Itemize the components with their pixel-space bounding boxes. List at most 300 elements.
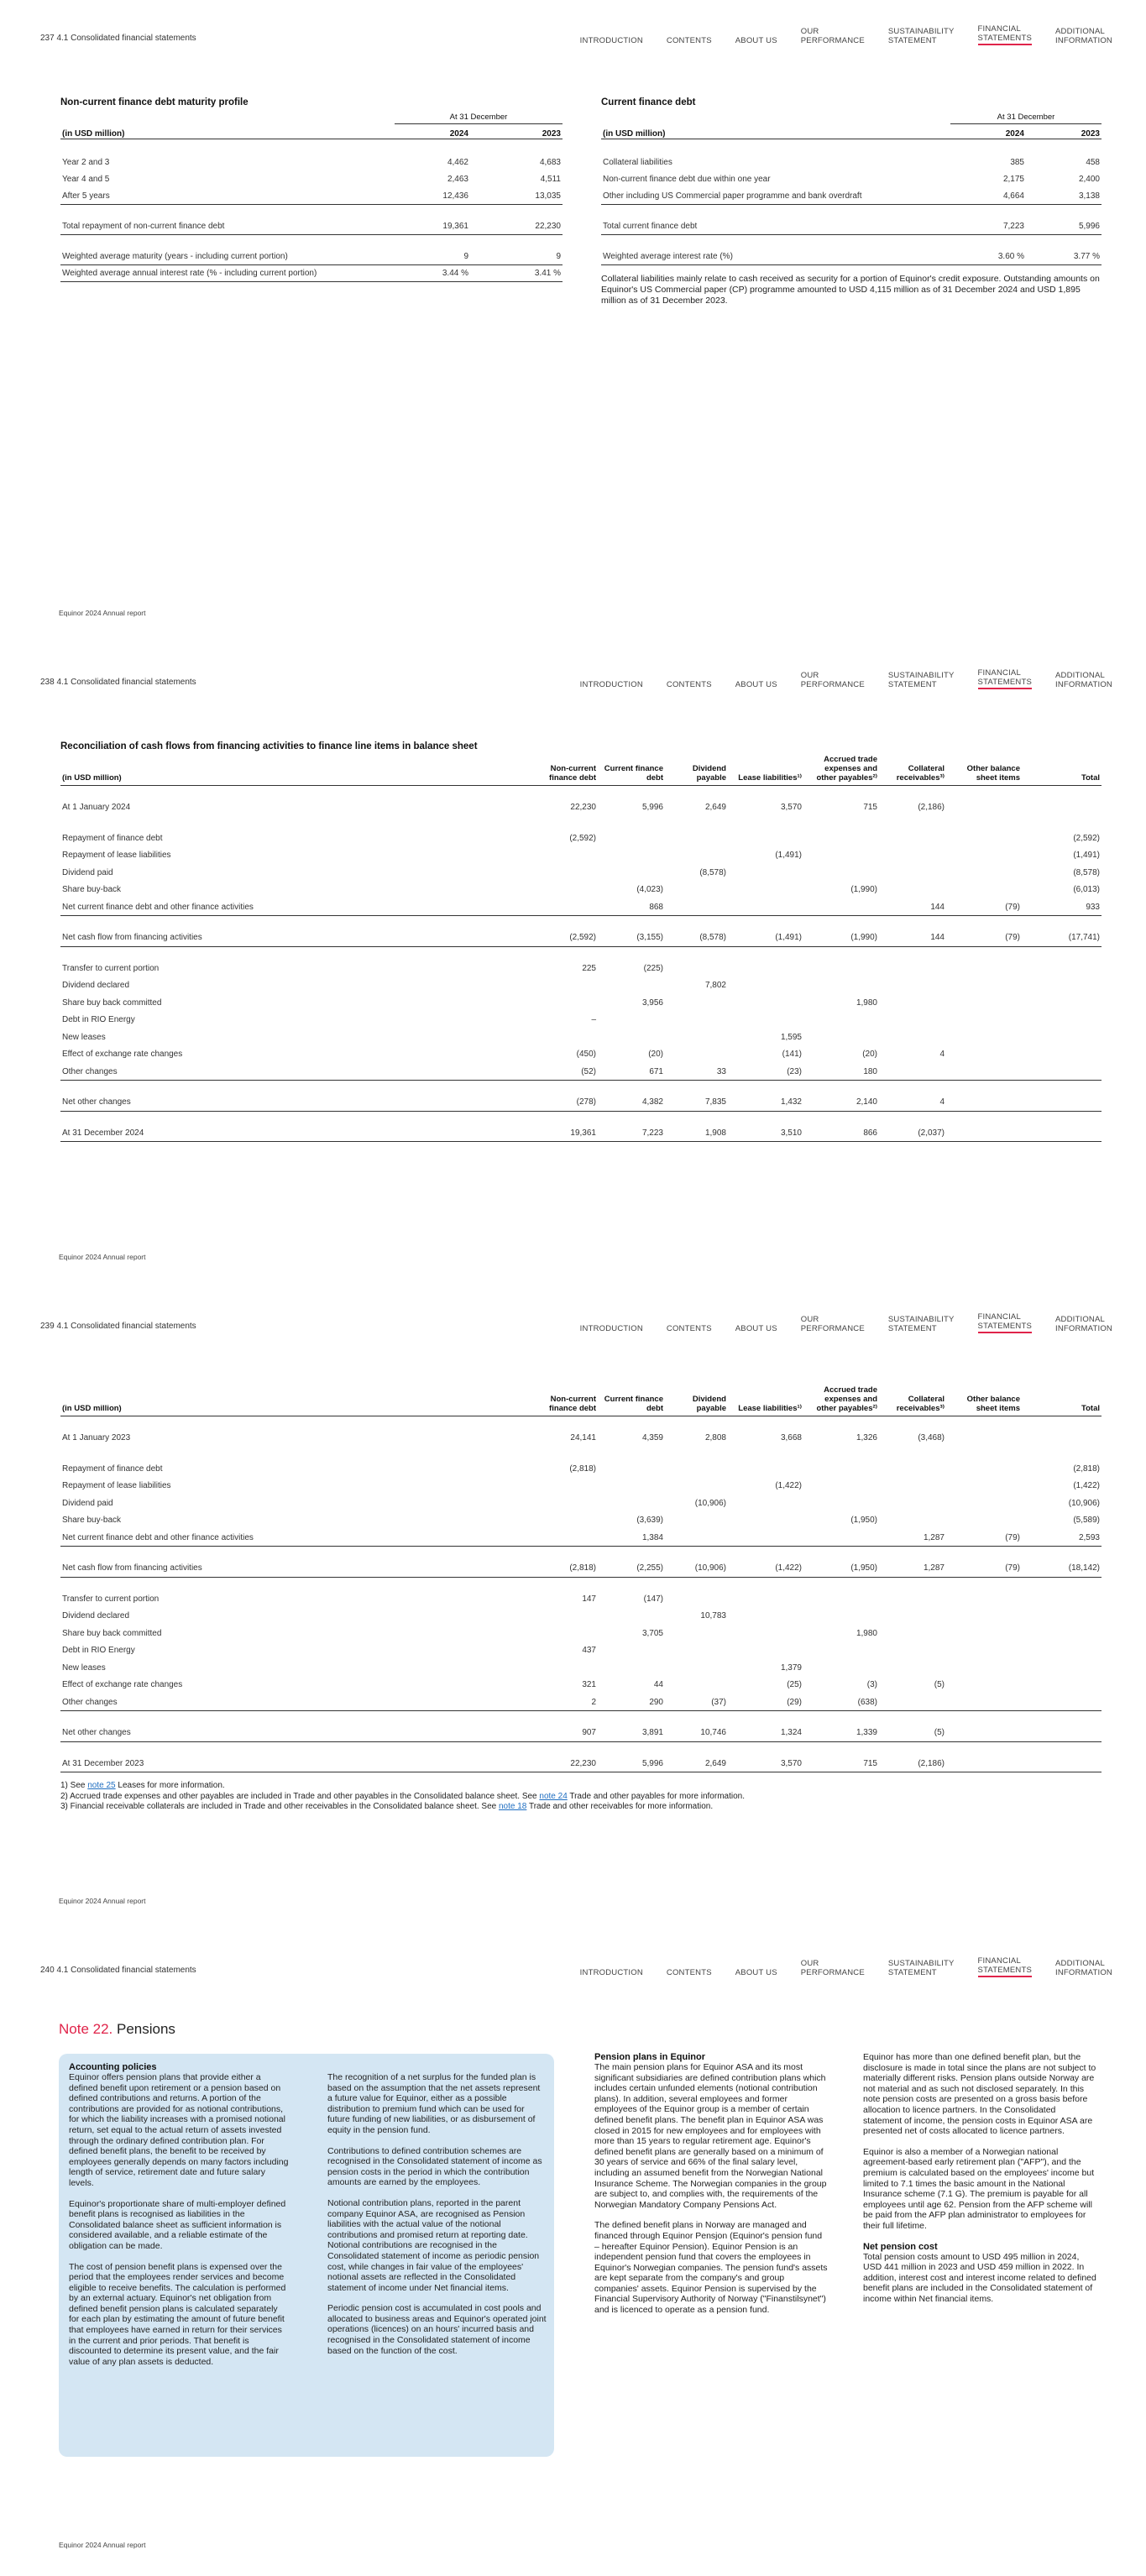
value-cell: 4,462 [447,158,468,167]
value-cell [803,1642,879,1660]
value-cell [803,1460,879,1478]
value-cell: (2,592) [569,933,596,942]
reconciliation-title: Reconciliation of cash flows from financing activities to finance line items in balance sheet [60,741,478,751]
value-cell [946,1677,1022,1694]
value-cell [879,1694,946,1711]
value-cell: 3,956 [641,997,663,1008]
value-cell: 1,339 [856,1728,877,1737]
value-cell [598,1460,665,1478]
value-cell [526,1659,598,1677]
value-cell [665,1029,728,1046]
value-cell [728,830,803,847]
nav-about-us[interactable]: ABOUT US [735,680,777,689]
value-cell [1022,960,1102,977]
column-header: (in USD million) [60,755,526,786]
accounting-heading: Accounting policies [69,2062,157,2072]
value-cell [879,1642,946,1660]
value-cell: (278) [576,1097,596,1107]
nav-contents[interactable]: CONTENTS [666,1324,712,1333]
note-18-link[interactable]: note 18 [498,1802,527,1811]
spacer-row [60,916,1102,929]
value-cell: (2,592) [569,833,596,843]
column-header: Current finance debt [598,1385,665,1416]
value-cell: 4,683 [539,158,561,167]
value-cell [879,1012,946,1029]
value-cell: (2,037) [918,1128,945,1138]
nav-introduction[interactable]: INTRODUCTION [579,680,643,689]
value-cell: 44 [653,1680,663,1690]
footer: Equinor 2024 Annual report [59,609,146,617]
note-number: Note 22. [59,2021,113,2037]
row-label: Other including US Commercial paper programme and bank overdraft [603,191,862,201]
header-row [60,1385,1102,1416]
current-total-row [601,218,1102,235]
value-cell: (1,422) [775,1481,802,1491]
footnote-text: 3) Financial receivable collaterals are included in Trade and other receivables in the Consolidated balance sheet. See [60,1802,499,1811]
table-row [60,1512,1102,1530]
row-label: Dividend declared [62,981,130,991]
value-cell: 2,593 [1078,1532,1100,1542]
value-cell: 7,835 [704,1097,726,1107]
reconciliation-table-2024 [60,755,1102,1142]
table-row [60,1430,1102,1448]
paragraph: Periodic pension cost is accumulated in cost pools and allocated to business areas and Equinor's operated joint operations (licences) on an hours' incurred basis and recognised in the Consolidated statement of income based on the function of the cost. [327,2303,547,2356]
value-cell [728,1529,803,1547]
value-cell [665,1012,728,1029]
value-cell: 933 [1086,902,1100,912]
header-row [60,755,1102,786]
value-cell: (2,592) [1073,833,1100,843]
row-label: Year 2 and 3 [62,158,110,167]
value-cell [946,1755,1022,1772]
value-cell: 2,175 [1002,175,1024,184]
value-cell: (1,422) [775,1563,802,1573]
nav-our-performance[interactable]: OUR PERFORMANCE [800,671,865,689]
row-label: Collateral liabilities [603,158,672,167]
section-title: Non-current finance debt maturity profile [60,97,249,107]
value-cell: (2,818) [1073,1463,1100,1474]
value-cell [803,898,879,916]
nav-additional-information[interactable]: ADDITIONAL INFORMATION [1055,1959,1112,1977]
year-col: 2023 [470,124,563,139]
value-cell [946,1094,1022,1112]
value-cell: (6,013) [1073,885,1100,895]
nav-introduction[interactable]: INTRODUCTION [579,1968,643,1977]
footnote-2 [60,1792,1102,1803]
value-cell [946,882,1022,899]
value-cell [728,977,803,995]
value-cell [1022,1430,1102,1448]
value-cell [879,882,946,899]
value-cell [1022,1094,1102,1112]
column-header: Accrued trade expenses and other payables²⁾ [803,755,879,786]
value-cell: 144 [930,902,945,912]
value-cell: 144 [930,933,945,942]
value-cell: (1,950) [850,1563,877,1573]
row-label: At 1 January 2023 [62,1433,131,1443]
value-cell: 1,432 [780,1097,802,1107]
table-row [60,249,563,265]
row-label: Effect of exchange rate changes [62,1680,183,1690]
value-cell: 12,436 [442,191,468,201]
footnote-text: 1) See [60,1781,88,1790]
value-cell: 1,595 [780,1032,802,1042]
table-row [60,1495,1102,1512]
row-label: Other changes [62,1697,118,1707]
value-cell: 3.44 % [442,269,468,278]
table-row [60,929,1102,947]
spacer-row [60,786,1102,799]
row-label: Transfer to current portion [62,963,160,973]
value-cell: 2,649 [704,803,726,813]
column-header: Accrued trade expenses and other payables²⁾ [803,1385,879,1416]
value-cell [665,1478,728,1495]
footnotes [60,1781,1102,1813]
nav-our-performance[interactable]: OUR PERFORMANCE [800,1315,865,1333]
value-cell: (23) [787,1066,802,1076]
value-cell [598,1659,665,1677]
value-cell [665,1529,728,1547]
year-col: 2024 [950,124,1026,139]
value-cell: (2,818) [569,1463,596,1474]
row-label: New leases [62,1032,106,1042]
column-header: Total [1022,755,1102,786]
top-nav [557,1312,1112,1333]
collateral-note: Collateral liabilities mainly relate to cash received as security for a portion of Equinor's credit exposure. Outstanding amounts on Equinor's US Commercial paper (CP) programme amounted to USD 4,115 million as of 31 December 2024 and USD 1,895 million as of 31 December 2023. [601,274,1100,306]
value-cell: (147) [643,1594,663,1604]
value-cell: (10,906) [694,1498,726,1508]
table-row [60,799,1102,817]
value-cell [803,1659,879,1677]
spacer-row [60,1547,1102,1560]
value-cell: 147 [582,1594,596,1604]
paragraph: Total pension costs amount to USD 495 million in 2024, USD 441 million in 2023 and USD 459 million in 2022. In addition, interest cost and interest income related to defined benefit plans are included in the Consolidated statement of income within Net financial items. [863,2251,1096,2304]
table-row [60,882,1102,899]
row-label: Net current finance debt and other finance activities [62,902,254,912]
row-label: Net other changes [62,1728,131,1737]
row-label: Total repayment of non-current finance debt [62,221,225,231]
value-cell [665,1677,728,1694]
value-cell [728,898,803,916]
value-cell: (1,491) [1073,851,1100,861]
value-cell [946,799,1022,817]
spacer-row [60,1711,1102,1725]
value-cell [665,960,728,977]
spacer-row [60,1447,1102,1460]
nav-about-us[interactable]: ABOUT US [735,36,777,45]
nav-sustainability-statement[interactable]: SUSTAINABILITY STATEMENT [887,671,955,689]
table-row [60,1642,1102,1660]
table-row [601,154,1102,171]
row-label: Repayment of lease liabilities [62,851,171,861]
value-cell [665,847,728,865]
current-debt-table [601,113,1102,265]
period-header: At 31 December [950,113,1102,124]
value-cell [1022,799,1102,817]
value-cell: 1,980 [856,997,877,1008]
note-25-link[interactable]: note 25 [87,1781,116,1790]
value-cell [946,1430,1022,1448]
value-cell: 715 [863,1758,877,1768]
table-row [60,1094,1102,1112]
column-header: (in USD million) [60,1385,526,1416]
value-cell [665,1460,728,1478]
column-header: Collateral receivables³⁾ [879,755,946,786]
table-row [60,864,1102,882]
row-label: Share buy back committed [62,997,162,1008]
footer: Equinor 2024 Annual report [59,2541,146,2549]
top-nav [557,24,1112,45]
accounting-col-2 [327,2072,547,2366]
net-pension-cost-heading: Net pension cost [863,2241,938,2252]
value-cell: 437 [582,1646,596,1656]
pension-right-col [863,2052,1096,2314]
row-label: Dividend paid [62,867,113,877]
nav-additional-information[interactable]: ADDITIONAL INFORMATION [1055,27,1112,45]
value-cell [879,830,946,847]
value-cell [665,1642,728,1660]
table-row [60,154,563,171]
table-row [60,960,1102,977]
table-row [60,830,1102,847]
value-cell [728,1012,803,1029]
value-cell: 5,996 [641,1758,663,1768]
column-header: Lease liabilities¹⁾ [728,755,803,786]
nav-contents[interactable]: CONTENTS [666,680,712,689]
note-title: Pensions [113,2021,175,2037]
nav-about-us[interactable]: ABOUT US [735,1324,777,1333]
value-cell: (37) [711,1697,726,1707]
value-cell [946,1460,1022,1478]
value-cell: (79) [1005,902,1020,912]
value-cell: (3,639) [636,1516,663,1526]
value-cell: 907 [582,1728,596,1737]
nav-our-performance[interactable]: OUR PERFORMANCE [800,27,865,45]
value-cell [1022,994,1102,1012]
table-row [601,171,1102,188]
nav-our-performance[interactable]: OUR PERFORMANCE [800,1959,865,1977]
value-cell: (450) [576,1050,596,1060]
column-header: Collateral receivables³⁾ [879,1385,946,1416]
paragraph: Equinor offers pension plans that provide either a defined benefit upon retirement or a pension based on defined contributions and returns. A portion of the contributions are provided for as notional contributions, for which the liability increases with a promised notional return, set equal to the actual return of assets invested through the ordinary defined contribution plan. For defined benefit plans, the benefit to be received by employees generally depends on many factors including length of service, retirement date and future salary levels. [69,2072,289,2188]
value-cell [879,1512,946,1530]
paragraph: The cost of pension benefit plans is expensed over the period that the employees render services and become eligible to receive benefits. The calculation is performed by an external actuary. Equinor's net obligation from defined benefit pension plans is calculated separately for each plan by estimating the amount of future benefit that employees have earned in return for their services in the current and prior periods. That benefit is discounted to determine its present value, and the fair value of any plan assets is deducted. [69,2261,286,2367]
value-cell: (141) [782,1050,802,1060]
row-label: Debt in RIO Energy [62,1015,135,1025]
footnote-text: Trade and other receivables for more information. [526,1802,714,1811]
value-cell [803,1529,879,1547]
footnote-3 [60,1802,1102,1813]
nav-sustainability-statement[interactable]: SUSTAINABILITY STATEMENT [887,1315,955,1333]
value-cell [1022,1755,1102,1772]
column-header: Lease liabilities¹⁾ [728,1385,803,1416]
recon-2024 [60,755,1102,1142]
table-row [60,994,1102,1012]
value-cell: 715 [863,803,877,813]
unit-label: (in USD million) [60,124,395,139]
nav-contents[interactable]: CONTENTS [666,36,712,45]
value-cell: 3,705 [641,1628,663,1638]
value-cell [879,1608,946,1626]
footer: Equinor 2024 Annual report [59,1897,146,1905]
value-cell [598,1495,665,1512]
nav-contents[interactable]: CONTENTS [666,1968,712,1977]
value-cell: 385 [1010,158,1024,167]
value-cell [526,1625,598,1642]
value-cell: 22,230 [570,803,596,813]
current-debt-rows [601,154,1102,205]
value-cell: (5) [934,1728,945,1737]
value-cell: 10,783 [700,1611,726,1621]
value-cell: 19,361 [442,221,468,231]
value-cell: (1,491) [775,851,802,861]
row-label: After 5 years [62,191,110,201]
value-cell [665,1590,728,1608]
value-cell [728,1625,803,1642]
value-cell [526,994,598,1012]
nav-additional-information[interactable]: ADDITIONAL INFORMATION [1055,671,1112,689]
paragraph: The main pension plans for Equinor ASA and its most significant subsidiaries are defined contribution plans which includes certain unfunded elements (notional contribution plans). In addition, several employees and former employees of the Equinor group is a member of certain defined benefit plans. The benefit plan in Equinor ASA was closed in 2015 for new employees and for employees with more than 15 years to regular retirement age. Equinor's defined benefit plans are generally based on a minimum of 30 years of service and 66% of the final salary level, including an assumed benefit from the Norwegian National Insurance Scheme. The Norwegian companies in the group are subject to, and complies with, the requirements of the Norwegian Mandatory Company Pensions Act. [594,2062,827,2210]
nav-introduction[interactable]: INTRODUCTION [579,36,643,45]
page-header: 239 4.1 Consolidated financial statements [40,1322,196,1331]
value-cell [803,1590,879,1608]
value-cell [665,1659,728,1677]
table-row [60,1063,1102,1081]
value-cell [803,1478,879,1495]
table-row [60,1560,1102,1578]
value-cell [526,1529,598,1547]
value-cell [598,1478,665,1495]
value-cell: 290 [649,1697,663,1707]
value-cell [728,994,803,1012]
value-cell [526,864,598,882]
value-cell [665,882,728,899]
nav-financial-statements[interactable]: FINANCIAL STATEMENTS [978,1956,1032,1977]
value-cell: 3.77 % [1073,251,1100,261]
nav-financial-statements[interactable]: FINANCIAL STATEMENTS [978,1312,1032,1333]
nav-financial-statements[interactable]: FINANCIAL STATEMENTS [978,668,1032,689]
value-cell: 4,511 [540,175,561,184]
value-cell: (3) [866,1680,877,1690]
value-cell: (1,990) [850,933,877,942]
value-cell [879,977,946,995]
column-header: Other balance sheet items [946,755,1022,786]
row-label: Net current finance debt and other finance activities [62,1532,254,1542]
footnote-1 [60,1781,1102,1792]
value-cell: (3,155) [636,933,663,942]
year-col: 2023 [1026,124,1102,139]
value-cell [879,1495,946,1512]
nav-sustainability-statement[interactable]: SUSTAINABILITY STATEMENT [887,1959,955,1977]
row-label: Net cash flow from financing activities [62,933,202,942]
maturity-weighted-rows [60,249,563,282]
row-label: Other changes [62,1066,118,1076]
value-cell [803,977,879,995]
value-cell: 458 [1086,158,1100,167]
spacer-row [60,1081,1102,1094]
value-cell [879,1590,946,1608]
value-cell [526,977,598,995]
value-cell: (1,950) [850,1516,877,1526]
value-cell: 671 [649,1066,663,1076]
value-cell: 866 [863,1128,877,1138]
table-row [60,171,563,188]
row-label: Repayment of finance debt [62,833,163,843]
nav-financial-statements[interactable]: FINANCIAL STATEMENTS [978,24,1032,45]
page-header: 238 4.1 Consolidated financial statements [40,678,196,687]
value-cell [728,1460,803,1478]
value-cell [526,1478,598,1495]
value-cell: 2,140 [856,1097,877,1107]
value-cell [598,1029,665,1046]
value-cell: (20) [862,1050,877,1060]
top-nav [557,668,1112,689]
value-cell [665,1046,728,1064]
row-label: Year 4 and 5 [62,175,110,184]
row-label: Net other changes [62,1097,131,1107]
value-cell [665,1512,728,1530]
value-cell: 7,223 [1002,221,1024,231]
value-cell [879,1063,946,1081]
paragraph: Equinor's proportionate share of multi-employer defined benefit plans is recognised as liabilities in the Consolidated balance sheet as sufficient information is considered available, and a reliable estimate of the obligation can be made. [69,2198,286,2251]
note-24-link[interactable]: note 24 [539,1791,568,1801]
value-cell [946,1625,1022,1642]
paragraph: Equinor is also a member of a Norwegian national agreement-based early retirement plan ("AFP"), and the premium is calculated based on the employees' income but limited to 7.1 times the basic amount in the National Insurance scheme (7.1 G). The premium is payable for all employees until age 62. Pension from the AFP scheme will be paid from the AFP plan administrator to employees for their full lifetime. [863,2146,1095,2231]
maturity-profile-section [60,97,563,282]
value-cell [598,830,665,847]
value-cell [946,1608,1022,1626]
nav-about-us[interactable]: ABOUT US [735,1968,777,1977]
value-cell: 2,808 [704,1433,726,1443]
value-cell: (3,468) [918,1433,945,1443]
value-cell [803,960,879,977]
value-cell [1022,1659,1102,1677]
table-row [60,898,1102,916]
spacer-row [60,1577,1102,1590]
nav-additional-information[interactable]: ADDITIONAL INFORMATION [1055,1315,1112,1333]
value-cell: 225 [582,963,596,973]
row-label: Non-current finance debt due within one year [603,175,771,184]
paragraph: Equinor has more than one defined benefit plan, but the disclosure is made in total since the plans are not subject to materially different risks. Pension plans outside Norway are not material and as such not disclosed separately. In this note pension costs are presented on a gross basis before allocation to licence partners. In the Consolidated statement of income, the pension costs in Equinor ASA are presented net of costs allocated to licence partners. [863,2052,1096,2137]
nav-introduction[interactable]: INTRODUCTION [579,1324,643,1333]
value-cell [946,1012,1022,1029]
value-cell: 4,359 [641,1433,663,1443]
maturity-table [60,113,563,282]
table-row [60,1460,1102,1478]
value-cell: (18,142) [1068,1563,1100,1573]
value-cell [946,1046,1022,1064]
table-row [60,1124,1102,1142]
value-cell: 10,746 [700,1728,726,1737]
row-label: Dividend paid [62,1498,113,1508]
page-240 [0,1932,1146,2576]
paragraph: Contributions to defined contribution schemes are recognised in the Consolidated statement of income as pension costs in the period in which the contribution amounts are earned by the employees. [327,2145,542,2188]
value-cell [526,847,598,865]
table-row [60,1529,1102,1547]
spacer-row [60,1741,1102,1755]
value-cell [803,1012,879,1029]
value-cell: 1,324 [780,1728,802,1737]
value-cell [946,1512,1022,1530]
value-cell [598,847,665,865]
page-237 [0,0,1146,644]
value-cell [946,977,1022,995]
value-cell: (5,589) [1073,1516,1100,1526]
value-cell: 2,463 [447,175,468,184]
nav-sustainability-statement[interactable]: SUSTAINABILITY STATEMENT [887,27,955,45]
value-cell: (5) [934,1680,945,1690]
maturity-total-row [60,218,563,235]
